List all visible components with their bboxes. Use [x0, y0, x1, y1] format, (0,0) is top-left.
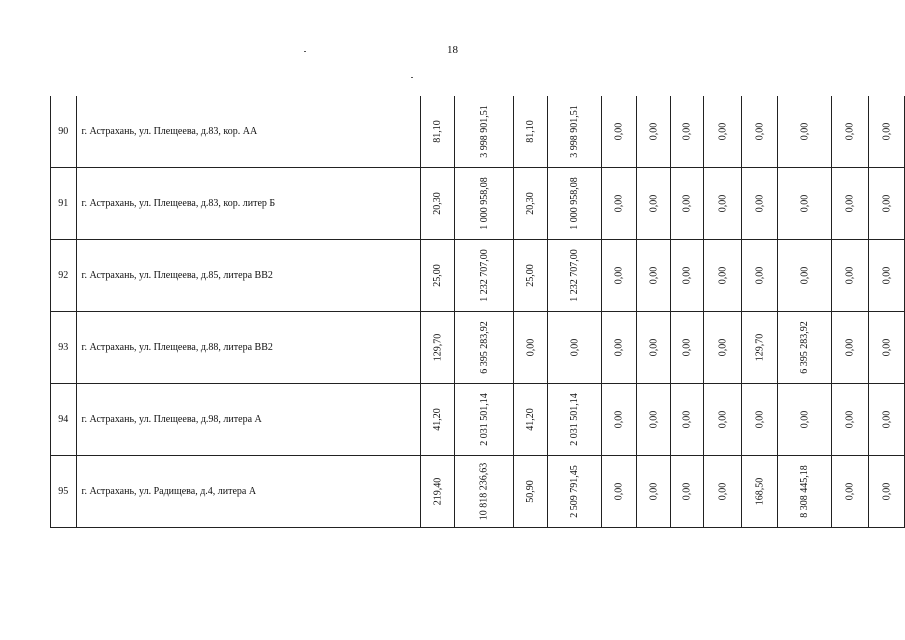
value-cell: [868, 456, 904, 528]
value-text: 1 232 707,00: [478, 249, 490, 302]
value-text: 0,00: [613, 266, 625, 285]
page-number: 18: [447, 44, 458, 56]
row-number: 93: [51, 312, 77, 384]
address-cell: г. Астрахань, ул. Плещеева, д.98, литера А: [76, 384, 420, 456]
value-text: 10 818 236,63: [478, 462, 490, 521]
row-number: 94: [51, 384, 77, 456]
value-cell: [455, 240, 514, 312]
value-cell: [637, 96, 670, 168]
value-text: 0,00: [681, 194, 693, 213]
value-text: 50,90: [524, 480, 536, 503]
value-text: 0,00: [880, 410, 892, 429]
value-text: 0,00: [613, 338, 625, 357]
value-text: 0,00: [880, 482, 892, 501]
value-cell: [548, 456, 602, 528]
value-cell: [601, 96, 636, 168]
value-cell: [868, 168, 904, 240]
value-cell: [548, 384, 602, 456]
value-text: 0,00: [613, 122, 625, 141]
value-cell: [637, 312, 670, 384]
value-text: 0,00: [880, 122, 892, 141]
value-cell: [778, 96, 832, 168]
value-cell: [868, 312, 904, 384]
value-cell: [548, 96, 602, 168]
value-cell: [741, 312, 777, 384]
value-cell: [868, 384, 904, 456]
value-cell: [513, 96, 548, 168]
value-cell: [704, 384, 742, 456]
value-text: 0,00: [647, 122, 659, 141]
value-text: 25,00: [524, 264, 536, 287]
value-cell: [741, 384, 777, 456]
value-text: 0,00: [754, 122, 766, 141]
table-row: [51, 240, 905, 312]
value-text: 2 031 501,14: [569, 393, 581, 446]
value-cell: [831, 96, 868, 168]
value-cell: [548, 312, 602, 384]
value-cell: [601, 384, 636, 456]
value-text: 0,00: [613, 482, 625, 501]
value-cell: [601, 240, 636, 312]
row-number: 92: [51, 240, 77, 312]
data-table: [50, 96, 905, 528]
value-text: 1 232 707,00: [569, 249, 581, 302]
value-cell: [548, 240, 602, 312]
value-text: 2 509 791,45: [569, 465, 581, 518]
value-text: 1 000 958,08: [569, 177, 581, 230]
row-number: 90: [51, 96, 77, 168]
value-text: 0,00: [880, 266, 892, 285]
value-cell: [601, 456, 636, 528]
value-cell: [455, 456, 514, 528]
value-text: 0,00: [880, 338, 892, 357]
value-text: 0,00: [681, 122, 693, 141]
value-cell: [601, 312, 636, 384]
value-cell: [741, 240, 777, 312]
value-cell: [513, 384, 548, 456]
value-text: 0,00: [754, 194, 766, 213]
value-text: 0,00: [716, 266, 728, 285]
value-cell: [778, 384, 832, 456]
value-cell: [741, 168, 777, 240]
address-cell: г. Астрахань, ул. Плещеева, д.85, литера ВВ2: [76, 240, 420, 312]
value-text: 0,00: [716, 122, 728, 141]
value-text: 0,00: [754, 266, 766, 285]
value-cell: [637, 384, 670, 456]
value-cell: [455, 96, 514, 168]
scan-speck: [304, 51, 306, 52]
value-text: 0,00: [647, 482, 659, 501]
value-cell: [704, 96, 742, 168]
value-cell: [420, 240, 454, 312]
address-cell: г. Астрахань, ул. Плещеева, д.83, кор. литер Б: [76, 168, 420, 240]
value-cell: [670, 168, 703, 240]
table-row: [51, 384, 905, 456]
value-text: 0,00: [681, 266, 693, 285]
value-cell: [741, 96, 777, 168]
value-text: 168,50: [754, 477, 766, 506]
table-row: [51, 456, 905, 528]
value-text: 0,00: [844, 194, 856, 213]
value-text: 0,00: [613, 410, 625, 429]
value-text: 0,00: [569, 338, 581, 357]
value-cell: [704, 456, 742, 528]
value-text: 0,00: [844, 122, 856, 141]
value-cell: [778, 240, 832, 312]
value-cell: [831, 312, 868, 384]
value-text: 0,00: [798, 410, 810, 429]
value-text: 41,20: [431, 408, 443, 431]
value-text: 129,70: [431, 333, 443, 362]
value-text: 0,00: [844, 338, 856, 357]
value-cell: [637, 168, 670, 240]
value-cell: [420, 384, 454, 456]
row-number: 91: [51, 168, 77, 240]
row-number: 95: [51, 456, 77, 528]
value-text: 0,00: [524, 338, 536, 357]
value-text: 0,00: [880, 194, 892, 213]
value-text: 0,00: [716, 410, 728, 429]
value-cell: [670, 384, 703, 456]
value-text: 0,00: [798, 266, 810, 285]
value-text: 0,00: [754, 410, 766, 429]
value-text: 1 000 958,08: [478, 177, 490, 230]
value-text: 0,00: [716, 194, 728, 213]
value-text: 0,00: [798, 194, 810, 213]
value-text: 2 031 501,14: [478, 393, 490, 446]
value-cell: [778, 312, 832, 384]
table-row: [51, 168, 905, 240]
scan-speck: [411, 77, 413, 78]
value-cell: [778, 456, 832, 528]
value-cell: [831, 240, 868, 312]
value-cell: [455, 384, 514, 456]
value-cell: [637, 240, 670, 312]
value-cell: [601, 168, 636, 240]
value-cell: [670, 312, 703, 384]
value-cell: [704, 240, 742, 312]
value-cell: [420, 96, 454, 168]
value-cell: [670, 456, 703, 528]
value-text: 41,20: [524, 408, 536, 431]
value-text: 3 998 901,51: [478, 105, 490, 158]
value-cell: [420, 312, 454, 384]
value-cell: [548, 168, 602, 240]
value-cell: [513, 456, 548, 528]
address-cell: г. Астрахань, ул. Радищева, д.4, литера А: [76, 456, 420, 528]
value-text: 0,00: [647, 410, 659, 429]
value-text: 0,00: [844, 410, 856, 429]
value-cell: [513, 240, 548, 312]
value-text: 6 395 283,92: [798, 321, 810, 374]
value-text: 81,10: [431, 120, 443, 143]
value-text: 0,00: [681, 410, 693, 429]
value-text: 0,00: [647, 338, 659, 357]
value-text: 0,00: [647, 194, 659, 213]
value-cell: [420, 168, 454, 240]
value-cell: [670, 240, 703, 312]
value-cell: [455, 312, 514, 384]
value-cell: [704, 312, 742, 384]
address-cell: г. Астрахань, ул. Плещеева, д.88, литера ВВ2: [76, 312, 420, 384]
value-cell: [513, 312, 548, 384]
value-text: 8 308 445,18: [798, 465, 810, 518]
value-cell: [420, 456, 454, 528]
value-text: 0,00: [716, 482, 728, 501]
value-text: 0,00: [681, 338, 693, 357]
value-cell: [831, 384, 868, 456]
value-text: 219,40: [431, 477, 443, 506]
value-text: 81,10: [524, 120, 536, 143]
value-text: 0,00: [716, 338, 728, 357]
value-text: 0,00: [681, 482, 693, 501]
value-text: 129,70: [754, 333, 766, 362]
value-text: 0,00: [613, 194, 625, 213]
value-cell: [741, 456, 777, 528]
value-text: 20,30: [524, 192, 536, 215]
value-text: 3 998 901,51: [569, 105, 581, 158]
value-cell: [778, 168, 832, 240]
value-cell: [670, 96, 703, 168]
value-cell: [455, 168, 514, 240]
value-cell: [513, 168, 548, 240]
value-cell: [831, 168, 868, 240]
value-cell: [637, 456, 670, 528]
value-text: 25,00: [431, 264, 443, 287]
table-row: [51, 96, 905, 168]
value-cell: [831, 456, 868, 528]
value-text: 0,00: [844, 266, 856, 285]
table-row: [51, 312, 905, 384]
value-cell: [868, 240, 904, 312]
value-text: 0,00: [844, 482, 856, 501]
value-cell: [704, 168, 742, 240]
value-text: 0,00: [647, 266, 659, 285]
value-cell: [868, 96, 904, 168]
address-cell: г. Астрахань, ул. Плещеева, д.83, кор. АА: [76, 96, 420, 168]
value-text: 6 395 283,92: [478, 321, 490, 374]
value-text: 0,00: [798, 122, 810, 141]
value-text: 20,30: [431, 192, 443, 215]
